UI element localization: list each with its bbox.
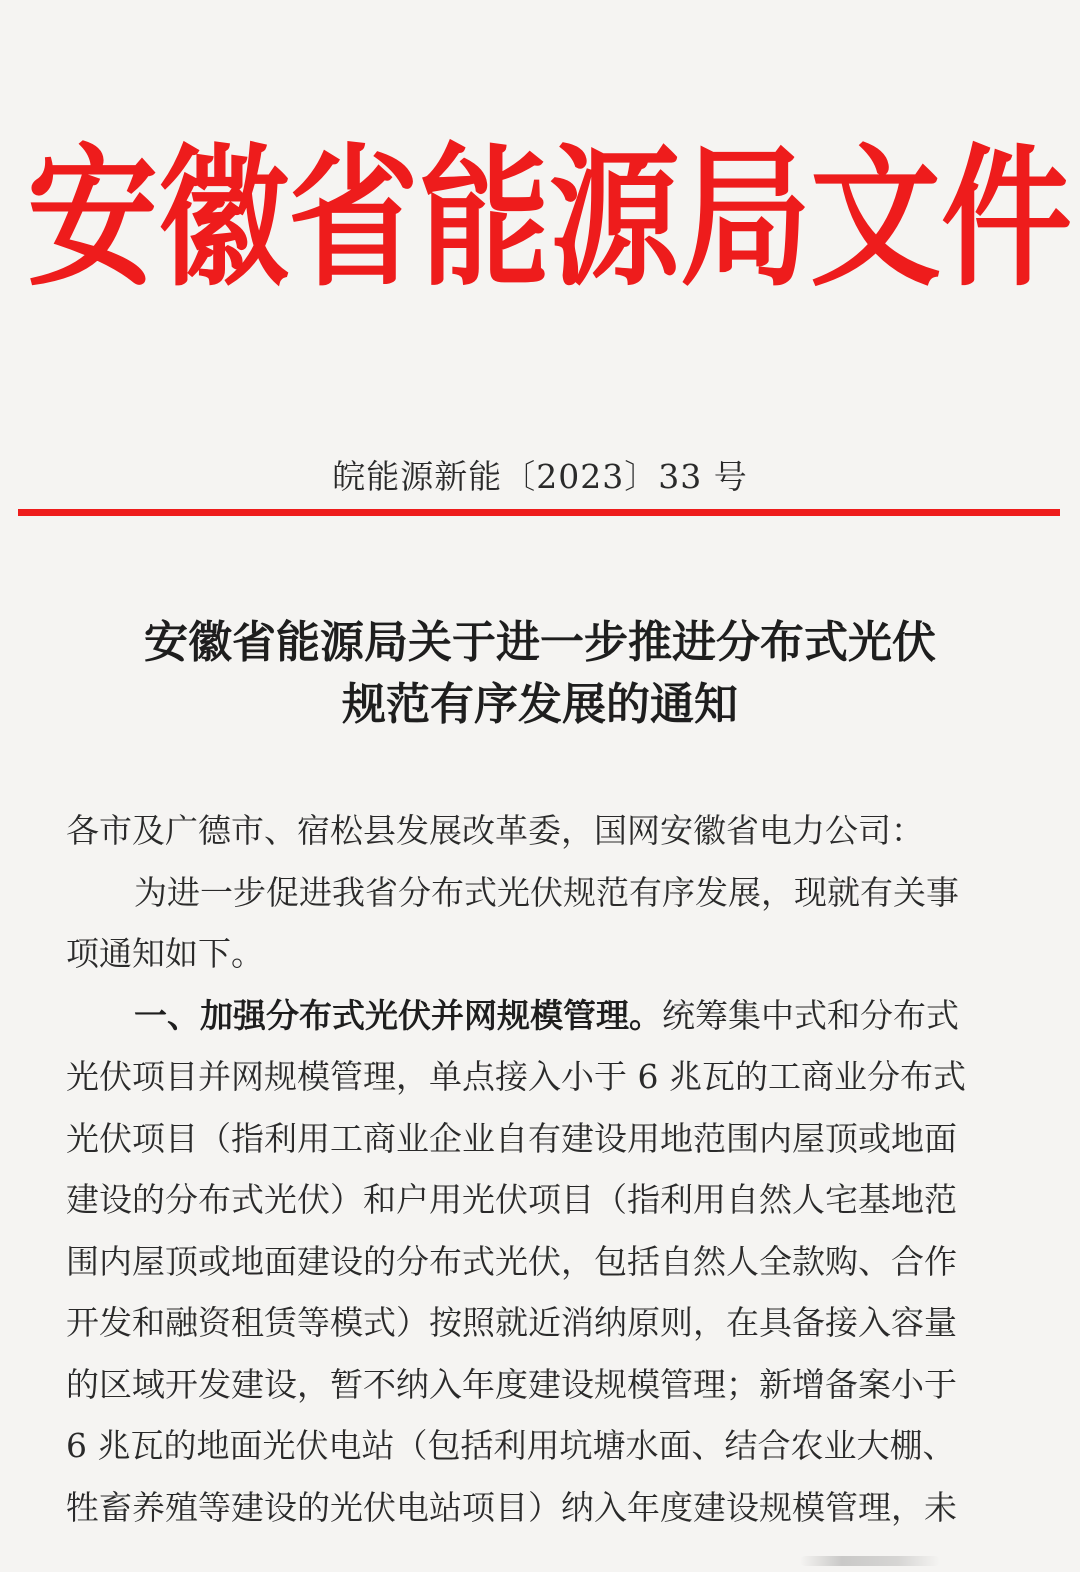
body-line: 的区域开发建设，暂不纳入年度建设规模管理；新增备案小于 [66,1364,957,1404]
masthead-char: 局 [679,128,811,307]
body-line: 6 兆瓦的地面光伏电站（包括利用坑塘水面、结合农业大棚、 [66,1426,956,1465]
section1-first-line [66,985,1014,1047]
body-line: 围内屋顶或地面建设的分布式光伏，包括自然人全款购、合作 [66,1241,957,1281]
title-line-2: 规范有序发展的通知 [342,679,738,730]
document-title [60,612,1020,736]
document-number: 皖能源新能〔2023〕33 号 [332,457,748,496]
masthead-char: 件 [941,128,1072,307]
intro-line-2: 项通知如下。 [66,934,264,973]
masthead-char: 徽 [157,128,289,307]
body-line: 建设的分布式光伏）和户用光伏项目（指利用自然人宅基地范 [66,1180,957,1219]
body-line: 牲畜养殖等建设的光伏电站项目）纳入年度建设规模管理，未 [66,1487,957,1527]
body-line: 光伏项目并网规模管理，单点接入小于 6 兆瓦的工商业分布式 [66,1057,966,1096]
document-body [66,800,1014,1538]
body-line: 开发和融资租赁等模式）按照就近消纳原则，在具备接入容量 [66,1303,957,1342]
masthead-char: 安 [27,128,158,307]
masthead-char: 省 [288,128,419,307]
red-divider [18,509,1060,516]
scan-smudge [800,1556,940,1566]
masthead-char: 能 [418,128,550,307]
addressee-line: 各市及广德市、宿松县发展改革委，国网安徽省电力公司： [66,811,924,850]
body-line: 光伏项目（指利用工商业企业自有建设用地范围内屋顶或地面 [66,1118,957,1158]
title-line-1: 安徽省能源局关于进一步推进分布式光伏 [144,617,936,668]
masthead-char: 文 [810,128,942,307]
masthead-char: 源 [549,128,681,307]
section1-heading: 一、加强分布式光伏并网规模管理。 [134,995,662,1035]
section1-first-text: 统筹集中式和分布式 [662,995,959,1035]
intro-line-1: 为进一步促进我省分布式光伏规范有序发展，现就有关事 [134,872,959,912]
masthead-title [18,128,1072,308]
